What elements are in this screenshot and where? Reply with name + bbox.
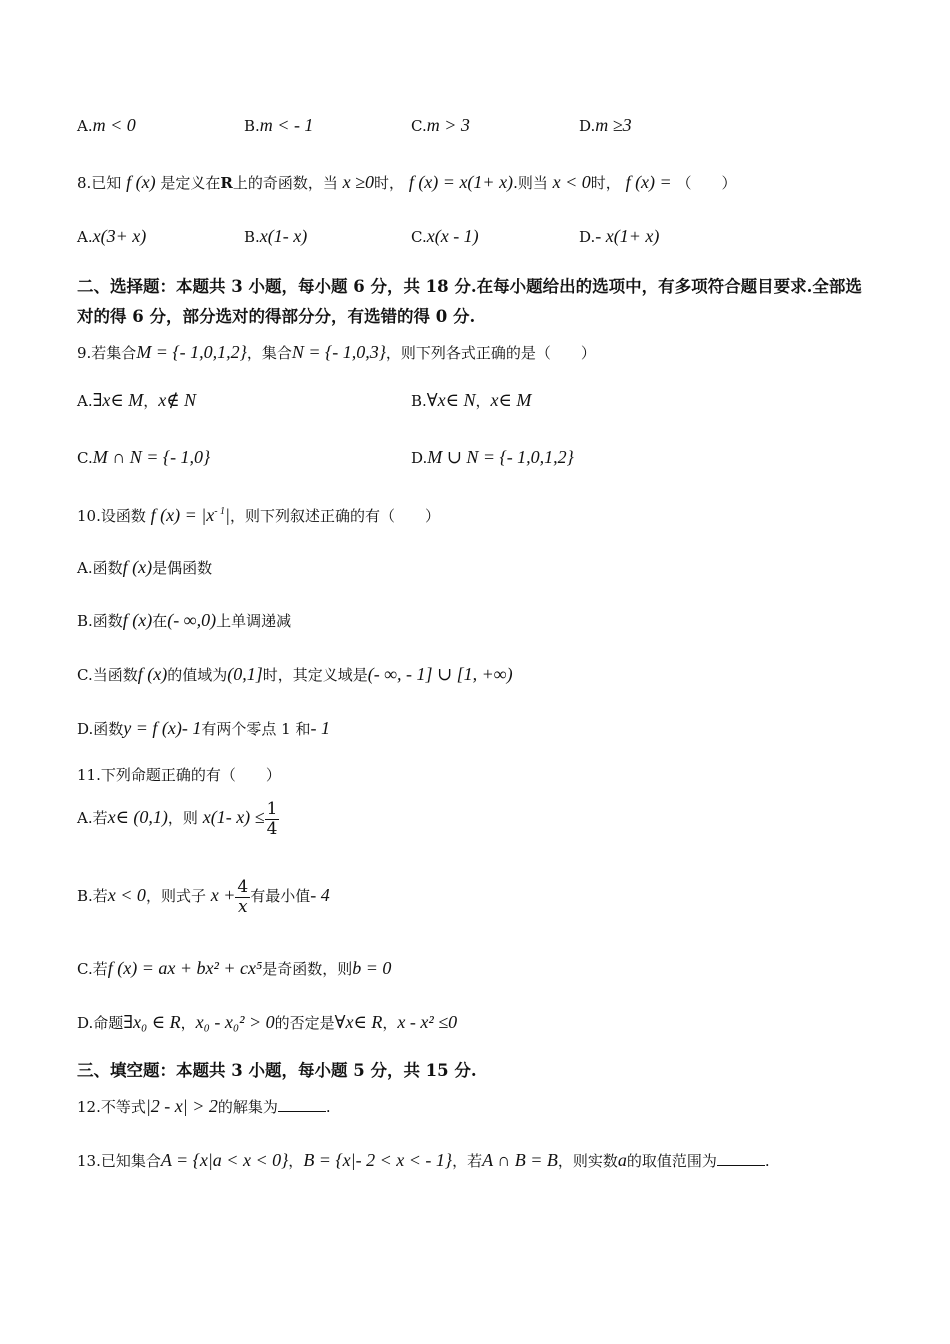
math: f (x) xyxy=(137,664,168,684)
question-number: 13.已知集合 xyxy=(77,1152,161,1170)
separator: ， xyxy=(143,392,159,410)
math: b = 0 xyxy=(352,958,392,978)
q7-option-c xyxy=(411,115,470,136)
q8-option-b xyxy=(244,226,307,247)
text: 时，其定义域是 xyxy=(262,666,368,684)
math: - 4 xyxy=(310,885,330,906)
math: x₀ - x₀² > 0 xyxy=(195,1012,275,1032)
math: ∀x∈ R xyxy=(334,1012,383,1032)
numerator: 4 xyxy=(237,877,249,897)
text: B.若 xyxy=(77,887,108,906)
math: x < 0 xyxy=(107,885,146,906)
math: x < 0 xyxy=(552,172,591,192)
q11-stem: 11.下列命题正确的有（ ） xyxy=(77,766,281,784)
q13-stem xyxy=(77,1150,770,1172)
exponent: - 1 xyxy=(214,506,226,517)
option-math: x(1- x) xyxy=(259,226,308,246)
denominator: 4 xyxy=(266,818,278,839)
math: f (x) xyxy=(122,610,153,630)
option-math: M ∩ N = {- 1,0} xyxy=(92,447,211,467)
text: . xyxy=(764,1152,770,1170)
math: f (x) = xyxy=(625,172,672,192)
answer-blank[interactable] xyxy=(717,1153,765,1166)
text: B.函数 xyxy=(77,612,123,630)
option-label: C. xyxy=(411,117,427,135)
q9-option-d xyxy=(411,447,574,468)
text: ，则 xyxy=(167,809,198,828)
q10-option-d xyxy=(77,718,330,740)
q10-option-c xyxy=(77,664,513,686)
text: D.函数 xyxy=(77,720,124,738)
q11-option-a xyxy=(77,800,279,838)
q8-option-a xyxy=(77,226,146,247)
text: 的取值范围为 xyxy=(626,1152,717,1170)
q10-stem xyxy=(77,505,440,527)
text: D.命题 xyxy=(77,1014,124,1032)
text: 有最小值 xyxy=(250,887,311,906)
math: f (x) = x(1+ x) xyxy=(408,172,514,192)
math: M = {- 1,0,1,2} xyxy=(136,342,247,362)
q7-option-b xyxy=(244,115,313,136)
math-variable: a xyxy=(617,1150,627,1170)
text: 是奇函数，则 xyxy=(262,960,353,978)
separator: ， xyxy=(475,392,491,410)
text: 是偶函数 xyxy=(152,559,213,577)
q8-option-d xyxy=(579,226,659,247)
text: 的解集为 xyxy=(217,1098,278,1116)
option-math: x(x - 1) xyxy=(426,226,479,246)
q9-stem xyxy=(77,342,596,364)
math: x - x² ≤0 xyxy=(397,1012,458,1032)
q7-option-a xyxy=(77,115,136,136)
q8-stem xyxy=(77,172,736,194)
math: f (x) xyxy=(122,557,153,577)
option-math: m ≥3 xyxy=(595,115,632,135)
question-number: 9.若集合 xyxy=(77,344,137,362)
q11-option-c xyxy=(77,958,391,980)
option-math: m > 3 xyxy=(426,115,470,135)
option-math: x∈ M xyxy=(490,390,532,410)
math: y = f (x)- 1 xyxy=(123,718,202,738)
math: A ∩ B = B xyxy=(482,1150,558,1170)
option-label: A. xyxy=(77,228,93,246)
question-number: 12.不等式 xyxy=(77,1098,146,1116)
option-math: M ∪ N = {- 1,0,1,2} xyxy=(427,447,574,467)
option-label: D. xyxy=(579,117,596,135)
math-part: f (x) = |x xyxy=(150,505,215,525)
text: C.当函数 xyxy=(77,666,138,684)
text: .则当 xyxy=(513,174,548,192)
math: x ≥0 xyxy=(342,172,375,192)
denominator-var: x xyxy=(237,896,248,917)
option-label: D. xyxy=(579,228,596,246)
option-label: A. xyxy=(77,117,93,135)
option-label: B. xyxy=(411,392,427,410)
text: 的值域为 xyxy=(167,666,228,684)
text: A.函数 xyxy=(77,559,123,577)
math: |2 - x| > 2 xyxy=(145,1096,218,1116)
text: ，则式子 xyxy=(145,887,206,906)
option-label: B. xyxy=(244,117,260,135)
text: 有两个零点 1 和 xyxy=(201,720,311,738)
option-label: D. xyxy=(411,449,428,467)
text: ，若 xyxy=(452,1152,483,1170)
text: 时， xyxy=(590,174,621,192)
q8-option-c xyxy=(411,226,479,247)
option-math: x(3+ x) xyxy=(92,226,147,246)
math: N = {- 1,0,3} xyxy=(291,342,386,362)
set-symbol: R xyxy=(220,174,233,192)
answer-paren: （ ） xyxy=(676,174,737,192)
option-math: - x(1+ x) xyxy=(595,226,660,246)
text: 上的奇函数，当 xyxy=(232,174,338,192)
separator: ， xyxy=(382,1014,398,1032)
option-label: C. xyxy=(411,228,427,246)
separator: ， xyxy=(288,1152,304,1170)
section-2-heading: 二、选择题：本题共 3 小题，每小题 6 分，共 18 分.在每小题给出的选项中，有多项符合题目要求.全部选对的得 6 分，部分选对的得部分分，有选错的得 0 分. xyxy=(77,277,862,326)
q10-option-a xyxy=(77,557,212,579)
math: x(1- x) ≤ xyxy=(202,807,265,828)
q10-option-b xyxy=(77,610,291,632)
math: A = {x|a < x < 0} xyxy=(160,1150,289,1170)
denominator xyxy=(235,898,250,917)
option-math: x∉ N xyxy=(158,390,197,410)
separator: ， xyxy=(180,1014,196,1032)
math: x∈ (0,1) xyxy=(107,807,168,828)
text: 是定义在 xyxy=(160,174,221,192)
math: f (x) xyxy=(126,172,156,192)
text: A.若 xyxy=(77,809,108,828)
q11-option-d xyxy=(77,1012,457,1034)
math: (- ∞,0) xyxy=(167,610,217,630)
option-label: C. xyxy=(77,449,93,467)
text: 时， xyxy=(374,174,405,192)
option-label: B. xyxy=(244,228,260,246)
q9-option-c xyxy=(77,447,210,468)
fraction xyxy=(265,800,280,838)
q11-option-b xyxy=(77,878,330,916)
math: f (x) = ax + bx² + cx⁵ xyxy=(107,958,263,978)
answer-blank[interactable] xyxy=(278,1099,326,1112)
text: ，则下列各式正确的是（ ） xyxy=(385,344,596,362)
fraction xyxy=(235,878,250,916)
math xyxy=(151,505,230,525)
math-part: | xyxy=(225,505,230,525)
option-math: m < 0 xyxy=(92,115,136,135)
question-number: 8.已知 xyxy=(77,174,122,192)
text: ，则实数 xyxy=(557,1152,618,1170)
text: 的否定是 xyxy=(274,1014,335,1032)
math: (- ∞, - 1] ∪ [1, +∞) xyxy=(367,664,513,684)
numerator: 1 xyxy=(266,799,278,819)
math: ∃x₀ ∈ R xyxy=(123,1012,181,1032)
q9-option-b xyxy=(411,390,531,411)
option-math: m < - 1 xyxy=(259,115,314,135)
text: 上单调递减 xyxy=(216,612,292,630)
q9-option-a xyxy=(77,390,196,411)
question-number: 10.设函数 xyxy=(77,507,146,525)
math: (0,1] xyxy=(227,664,263,684)
math: x + xyxy=(210,885,236,906)
option-math: ∃x∈ M xyxy=(92,390,144,410)
text: ，集合 xyxy=(246,344,292,362)
q7-option-d xyxy=(579,115,632,136)
option-label: A. xyxy=(77,392,93,410)
text: ，则下列叙述正确的有（ ） xyxy=(230,507,441,525)
q12-stem xyxy=(77,1096,331,1118)
text: 在 xyxy=(152,612,168,630)
option-math: ∀x∈ N xyxy=(426,390,476,410)
text: C.若 xyxy=(77,960,108,978)
text: . xyxy=(325,1098,331,1116)
math: - 1 xyxy=(310,718,330,738)
math: B = {x|- 2 < x < - 1} xyxy=(303,1150,453,1170)
section-3-heading: 三、填空题：本题共 3 小题，每小题 5 分，共 15 分. xyxy=(77,1061,477,1080)
